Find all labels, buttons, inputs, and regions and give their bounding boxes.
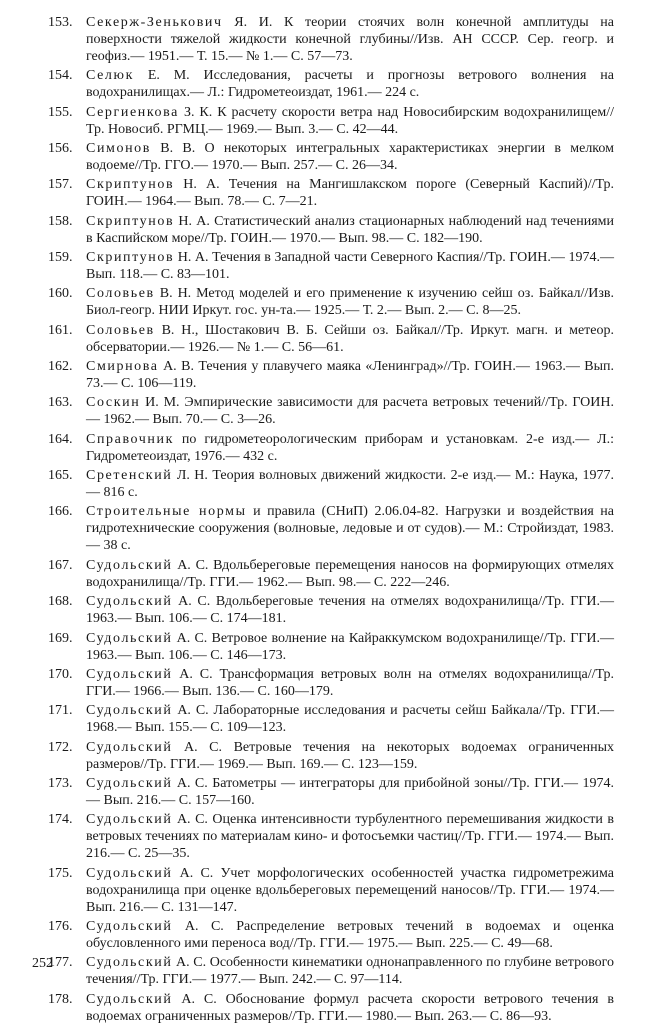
reference-item xyxy=(48,593,614,627)
reference-text: А. С. Вдольбереговые перемещения наносов на формирующих отмелях водохранилища//Тр. ГГИ.— 1962.— Вып. 98.— С. 222—246. xyxy=(86,557,614,590)
reference-number: 164. xyxy=(48,431,73,447)
reference-item xyxy=(48,176,614,210)
reference-number: 166. xyxy=(48,504,73,520)
reference-number: 165. xyxy=(48,468,73,484)
reference-item xyxy=(48,918,614,952)
reference-item xyxy=(48,954,614,988)
reference-author: Симонов xyxy=(86,141,151,157)
reference-author: Сергиенкова xyxy=(86,104,179,120)
reference-author: Судольский xyxy=(86,666,173,682)
reference-text: Н. А. Течения в Западной части Северного Каспия//Тр. ГОИН.— 1974.— Вып. 118.— С. 83—101. xyxy=(86,250,614,283)
reference-list xyxy=(48,14,614,1027)
reference-number: 174. xyxy=(48,812,73,828)
reference-text: И. М. Эмпирические зависимости для расчета ветровых течений//Тр. ГОИН.— 1962.— Вып. 70.— С. 3—26. xyxy=(86,395,614,428)
reference-text: А. С. Ветровые течения на некоторых водоемах ограниченных размеров//Тр. ГГИ.— 1969.— Вып. 169.— С. 123—159. xyxy=(86,739,614,772)
reference-item xyxy=(48,285,614,319)
reference-item xyxy=(48,557,614,591)
reference-text: А. С. Обоснование формул расчета скорости ветрового течения в водоемах ограниченных размеров//Тр. ГГИ.— 1980.— Вып. 263.— С. 86—93. xyxy=(86,991,614,1024)
reference-author: Судольский xyxy=(86,630,173,646)
reference-text: и правила (СНиП) 2.06.04-82. Нагрузки и воздействия на гидротехнические сооружения (волновые, ледовые и от судов).— М.: Стройиздат, 1983.— 38 с. xyxy=(86,504,614,554)
reference-author: Судольский xyxy=(86,991,173,1007)
reference-author: Соловьев xyxy=(86,322,155,338)
reference-author: Судольский xyxy=(86,594,173,610)
reference-text: Е. М. Исследования, расчеты и прогнозы ветрового волнения на водохранилищах.— Л.: Гидрометеоиздат, 1961.— 224 с. xyxy=(86,68,614,101)
reference-number: 158. xyxy=(48,213,73,229)
reference-author: Судольский xyxy=(86,703,173,719)
reference-item xyxy=(48,67,614,101)
reference-item xyxy=(48,140,614,174)
reference-author: Смирнова xyxy=(86,359,159,375)
reference-number: 176. xyxy=(48,918,73,934)
reference-item xyxy=(48,991,614,1025)
reference-author: Судольский xyxy=(86,775,173,791)
reference-author: Селюк xyxy=(86,68,134,84)
reference-number: 155. xyxy=(48,104,73,120)
reference-item xyxy=(48,666,614,700)
reference-number: 153. xyxy=(48,15,73,30)
reference-author: Судольский xyxy=(86,865,173,881)
reference-number: 154. xyxy=(48,68,73,84)
reference-text: А. С. Ветровое волнение на Кайраккумском водохранилище//Тр. ГГИ.— 1963.— Вып. 106.— С. 146—173. xyxy=(86,630,614,663)
reference-author: Сретенский xyxy=(86,468,173,484)
reference-author: Скриптунов xyxy=(86,250,175,266)
reference-number: 171. xyxy=(48,703,73,719)
reference-number: 159. xyxy=(48,250,73,266)
reference-author: Соскин xyxy=(86,395,141,411)
reference-item xyxy=(48,467,614,501)
reference-item xyxy=(48,394,614,428)
reference-text: Л. Н. Теория волновых движений жидкости. 2-е изд.— М.: Наука, 1977.— 816 с. xyxy=(86,468,614,501)
reference-item xyxy=(48,431,614,465)
reference-author: Судольский xyxy=(86,557,173,573)
reference-text: А. С. Батометры — интеграторы для прибойной зоны//Тр. ГГИ.— 1974.— Вып. 216.— С. 157—160. xyxy=(86,775,614,808)
reference-text: А. С. Особенности кинематики однонаправленного по глубине ветрового течения//Тр. ГГИ.— 1977.— Вып. 242.— С. 97—114. xyxy=(86,955,614,988)
reference-author: Соловьев xyxy=(86,286,155,302)
reference-item xyxy=(48,322,614,356)
reference-text: А. С. Лабораторные исследования и расчеты сейш Байкала//Тр. ГГИ.— 1968.— Вып. 155.— С. 109—123. xyxy=(86,703,614,736)
reference-text: А. С. Распределение ветровых течений в водоемах и оценка обусловленного ими переноса вод//Тр. ГГИ.— 1975.— Вып. 225.— С. 49—68. xyxy=(86,918,614,951)
reference-number: 162. xyxy=(48,359,73,375)
reference-number: 160. xyxy=(48,286,73,302)
reference-text: А. С. Вдольбереговые течения на отмелях водохранилища//Тр. ГГИ.— 1963.— Вып. 106.— С. 174—181. xyxy=(86,594,614,627)
reference-author: Судольский xyxy=(86,739,173,755)
reference-number: 157. xyxy=(48,177,73,193)
reference-author: Судольский xyxy=(86,812,173,828)
reference-item xyxy=(48,503,614,554)
reference-author: Секерж-Зенькович xyxy=(86,15,223,30)
reference-item xyxy=(48,775,614,809)
reference-item xyxy=(48,865,614,916)
reference-author: Судольский xyxy=(86,918,173,934)
reference-number: 178. xyxy=(48,991,73,1007)
reference-item xyxy=(48,213,614,247)
reference-number: 170. xyxy=(48,666,73,682)
reference-item xyxy=(48,249,614,283)
reference-item xyxy=(48,104,614,138)
reference-number: 156. xyxy=(48,141,73,157)
reference-number: 175. xyxy=(48,865,73,881)
reference-author: Строительные нормы xyxy=(86,504,247,520)
reference-number: 168. xyxy=(48,594,73,610)
page-number: 252 xyxy=(32,956,53,971)
reference-item xyxy=(48,739,614,773)
reference-text: В. Н., Шостакович В. Б. Сейши оз. Байкал//Тр. Иркут. магн. и метеор. обсерватории.— 1926.— № 1.— С. 56—61. xyxy=(86,322,614,355)
reference-author: Скриптунов xyxy=(86,213,175,229)
reference-number: 167. xyxy=(48,557,73,573)
reference-item xyxy=(48,702,614,736)
reference-text: А. С. Трансформация ветровых волн на отмелях водохранилища//Тр. ГГИ.— 1966.— Вып. 136.— С. 160—179. xyxy=(86,666,614,699)
reference-number: 177. xyxy=(48,955,73,971)
reference-number: 161. xyxy=(48,322,73,338)
reference-item xyxy=(48,358,614,392)
reference-number: 172. xyxy=(48,739,73,755)
reference-text: А. В. Течения у плавучего маяка «Ленинград»//Тр. ГОИН.— 1963.— Вып. 73.— С. 106—119. xyxy=(86,359,614,392)
reference-item xyxy=(48,811,614,862)
reference-author: Судольский xyxy=(86,955,173,971)
reference-item xyxy=(48,630,614,664)
reference-author: Скриптунов xyxy=(86,177,175,193)
reference-text: В. Н. Метод моделей и его применение к изучению сейш оз. Байкал//Изв. Биол-геогр. НИИ Иркут. гос. ун-та.— 1925.— Т. 2.— Вып. 2.— С. 8—25. xyxy=(86,286,614,319)
reference-text: Я. И. К теории стоячих волн конечной амплитуды на поверхности тяжелой жидкости конечной глубины//Изв. АН СССР. Сер. геогр. и геофиз.— 1951.— Т. 15.— № 1.— С. 57—73. xyxy=(86,15,614,64)
reference-text: А. С. Учет морфологических особенностей участка гидрометрежима водохранилища при оценке вдольбереговых перемещений наносов//Тр. ГГИ.— 1974.— Вып. 216.— С. 131—147. xyxy=(86,865,614,915)
reference-number: 173. xyxy=(48,775,73,791)
reference-text: Н. А. Статистический анализ стационарных наблюдений над течениями в Каспийском море//Тр. ГОИН.— 1970.— Вып. 98.— С. 182—190. xyxy=(86,213,614,246)
reference-text: В. В. О некоторых интегральных характеристиках энергии в мелком водоеме//Тр. ГГО.— 1970.— Вып. 257.— С. 26—34. xyxy=(86,141,614,174)
reference-item xyxy=(48,14,614,65)
reference-number: 169. xyxy=(48,630,73,646)
reference-number: 163. xyxy=(48,395,73,411)
reference-text: Н. А. Течения на Мангишлакском пороге (Северный Каспий)//Тр. ГОИН.— 1964.— Вып. 78.— С. 7—21. xyxy=(86,177,614,210)
reference-text: З. К. К расчету скорости ветра над Новосибирским водохранилищем//Тр. Новосиб. РГМЦ.— 1969.— Вып. 3.— С. 42—44. xyxy=(86,104,614,137)
reference-text: по гидрометеорологическим приборам и установкам. 2-е изд.— Л.: Гидрометеоиздат, 1976.— 432 с. xyxy=(86,431,614,464)
reference-author: Справочник xyxy=(86,431,175,447)
reference-text: А. С. Оценка интенсивности турбулентного перемешивания жидкости в ветровых течениях по материалам кино- и фотосъемки частиц//Тр. ГГИ.— 1974.— Вып. 216.— С. 25—35. xyxy=(86,812,614,862)
